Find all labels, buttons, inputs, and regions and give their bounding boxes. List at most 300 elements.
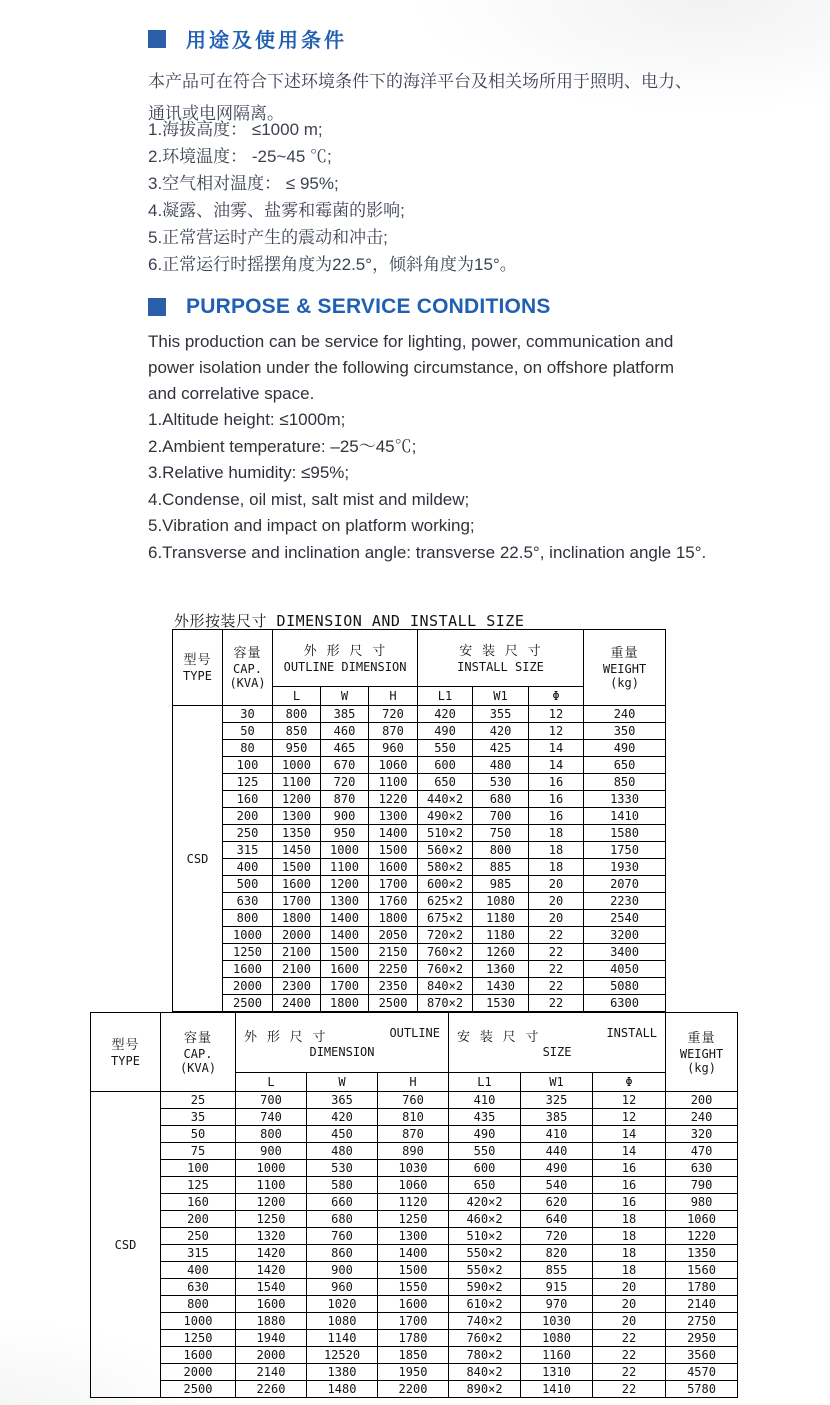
table-cell: 125 [223, 774, 273, 791]
table-cell: 1500 [369, 842, 418, 859]
table-cell: 950 [321, 825, 369, 842]
table-cell: 12520 [307, 1347, 378, 1364]
table-row [91, 1126, 738, 1143]
header-install-size: 安 装 尺 寸 INSTALL SIZE [449, 1013, 666, 1073]
table-cell: 490 [584, 740, 666, 757]
table-cell: 860 [307, 1245, 378, 1262]
table-row [173, 723, 666, 740]
list-item: 6.正常运行时摇摆角度为22.5°，倾斜角度为15°。 [148, 255, 517, 274]
table-cell: 670 [321, 757, 369, 774]
header-capacity: 容量 CAP. (KVA) [223, 630, 273, 706]
table-cell: 400 [223, 859, 273, 876]
table-cell: 1300 [369, 808, 418, 825]
table-cell: 915 [521, 1279, 593, 1296]
table-row [173, 961, 666, 978]
table-cell: 22 [593, 1381, 666, 1398]
table-cell: 1600 [223, 961, 273, 978]
paragraph-line: This production can be service for lighting, power, communication and [148, 332, 674, 351]
table-cell: 2350 [369, 978, 418, 995]
table-cell: 325 [521, 1092, 593, 1109]
table-cell: 2100 [273, 961, 321, 978]
table-cell: 22 [529, 961, 584, 978]
section-heading-en [148, 295, 551, 319]
table-cell: 2140 [666, 1296, 738, 1313]
table-row [173, 893, 666, 910]
table-cell: 2750 [666, 1313, 738, 1330]
table-cell: 750 [473, 825, 529, 842]
table-cell: 1780 [666, 1279, 738, 1296]
subheader-L: L [273, 687, 321, 706]
table-cell: 1100 [273, 774, 321, 791]
table-cell: 885 [473, 859, 529, 876]
table-cell: 630 [666, 1160, 738, 1177]
table-cell: 18 [593, 1245, 666, 1262]
table-cell: 1320 [236, 1228, 307, 1245]
subheader-W: W [321, 687, 369, 706]
table-row [91, 1296, 738, 1313]
table-row [91, 1160, 738, 1177]
list-item: 2.环境温度： -25~45 ℃; [148, 147, 332, 166]
table-cell: 720 [321, 774, 369, 791]
table-cell: 1360 [473, 961, 529, 978]
table-1-body [173, 706, 666, 1012]
table-row [91, 1279, 738, 1296]
table-cell: 16 [593, 1160, 666, 1177]
list-item: 5.正常营运时产生的震动和冲击; [148, 228, 388, 247]
table-cell: 1000 [236, 1160, 307, 1177]
subheader-H: H [369, 687, 418, 706]
table-cell: 16 [593, 1194, 666, 1211]
table-cell: 400 [161, 1262, 236, 1279]
table-cell: 1550 [378, 1279, 449, 1296]
table-cell: 14 [593, 1143, 666, 1160]
table-cell: 1080 [473, 893, 529, 910]
table-cell: 12 [529, 706, 584, 723]
table-cell: 790 [666, 1177, 738, 1194]
table-row [91, 1211, 738, 1228]
subheader-phi: Φ [593, 1073, 666, 1092]
table-cell: 365 [307, 1092, 378, 1109]
table-cell: 720 [369, 706, 418, 723]
table-cell: 18 [593, 1211, 666, 1228]
table-cell: 18 [593, 1228, 666, 1245]
table-cell: 2500 [223, 995, 273, 1012]
table-row [173, 995, 666, 1012]
table-cell: 200 [223, 808, 273, 825]
table-title [174, 614, 666, 628]
table-cell: 2400 [273, 995, 321, 1012]
table-cell: 1260 [473, 944, 529, 961]
table-cell: 890×2 [449, 1381, 521, 1398]
table-cell: 1380 [307, 1364, 378, 1381]
table-row [91, 1143, 738, 1160]
table-1 [172, 629, 666, 1012]
subheader-L1: L1 [449, 1073, 521, 1092]
table-cell: 600 [449, 1160, 521, 1177]
table-cell: 460×2 [449, 1211, 521, 1228]
table-cell: 500 [223, 876, 273, 893]
table-cell: 1600 [161, 1347, 236, 1364]
table-cell: 760 [307, 1228, 378, 1245]
table-cell: 820 [521, 1245, 593, 1262]
table-cell: 385 [521, 1109, 593, 1126]
table-cell: 20 [593, 1313, 666, 1330]
table-cell: 1850 [378, 1347, 449, 1364]
table-cell: 14 [593, 1126, 666, 1143]
table-cell: 50 [223, 723, 273, 740]
table-cell: 1200 [236, 1194, 307, 1211]
table-cell: 985 [473, 876, 529, 893]
table-cell: 350 [584, 723, 666, 740]
list-item: 5.Vibration and impact on platform working; [148, 516, 475, 535]
table-cell: 630 [161, 1279, 236, 1296]
table-cell: 420 [307, 1109, 378, 1126]
table-cell: 450 [307, 1126, 378, 1143]
table-cell: 18 [529, 825, 584, 842]
table-cell: 460 [321, 723, 369, 740]
table-cell: 510×2 [418, 825, 473, 842]
table-cell: 1940 [236, 1330, 307, 1347]
table-cell: 1410 [584, 808, 666, 825]
table-cell: 580 [307, 1177, 378, 1194]
table-cell: 850 [584, 774, 666, 791]
table-cell: 870 [378, 1126, 449, 1143]
paragraph-line: 通讯或电网隔离。 [148, 104, 284, 123]
table-cell: 600 [418, 757, 473, 774]
list-item: 3.空气相对温度： ≤ 95%; [148, 174, 339, 193]
table-cell: 160 [161, 1194, 236, 1211]
table-cell: 1950 [378, 1364, 449, 1381]
subheader-W: W [307, 1073, 378, 1092]
table-row [173, 859, 666, 876]
table-cell: 315 [161, 1245, 236, 1262]
table-cell: 1560 [666, 1262, 738, 1279]
table-cell: 1500 [378, 1262, 449, 1279]
table-cell: 1410 [521, 1381, 593, 1398]
table-cell: 80 [223, 740, 273, 757]
table-cell: 2300 [273, 978, 321, 995]
list-item: 4.凝露、油雾、盐雾和霉菌的影响; [148, 201, 405, 220]
table-cell: 550×2 [449, 1245, 521, 1262]
table-cell: 1400 [321, 910, 369, 927]
table-cell: 490 [449, 1126, 521, 1143]
table-cell: 1430 [473, 978, 529, 995]
table-cell: 900 [321, 808, 369, 825]
table-cell: 510×2 [449, 1228, 521, 1245]
table-cell: 630 [223, 893, 273, 910]
list-item: 1.海拔高度： ≤1000 m; [148, 120, 323, 139]
header-outline-dimension: 外 形 尺 寸 OUTLINE DIMENSION [273, 630, 418, 687]
table-cell: 50 [161, 1126, 236, 1143]
table-row [173, 757, 666, 774]
table-cell: 1480 [307, 1381, 378, 1398]
table-row [91, 1347, 738, 1364]
table-cell: 1060 [666, 1211, 738, 1228]
table-cell: 200 [161, 1211, 236, 1228]
table-cell: 610×2 [449, 1296, 521, 1313]
table-cell: 1000 [273, 757, 321, 774]
table-cell: 16 [593, 1177, 666, 1194]
table-cell: 410 [521, 1126, 593, 1143]
table-row [173, 944, 666, 961]
paragraph-line: and correlative space. [148, 384, 315, 403]
table-cell: 1080 [307, 1313, 378, 1330]
table-cell: 1450 [273, 842, 321, 859]
table-cell: 680 [473, 791, 529, 808]
table-cell: 100 [161, 1160, 236, 1177]
table-cell: 14 [529, 757, 584, 774]
table-cell: 1540 [236, 1279, 307, 1296]
conditions-list-cn [148, 116, 768, 278]
table-cell: 800 [273, 706, 321, 723]
table-cell: 550 [418, 740, 473, 757]
header-weight: 重量 WEIGHT (kg) [584, 630, 666, 706]
table-cell: 250 [161, 1228, 236, 1245]
table-cell: 435 [449, 1109, 521, 1126]
table-cell: 470 [666, 1143, 738, 1160]
table-cell: 890 [378, 1143, 449, 1160]
table-cell: 1180 [473, 910, 529, 927]
table-cell: 16 [529, 808, 584, 825]
table-cell: 1700 [378, 1313, 449, 1330]
table-cell: 675×2 [418, 910, 473, 927]
table-cell: 960 [307, 1279, 378, 1296]
table-cell: 2000 [223, 978, 273, 995]
table-title-en: DIMENSION AND INSTALL SIZE [276, 612, 525, 630]
table-cell: 550 [449, 1143, 521, 1160]
table-cell: 625×2 [418, 893, 473, 910]
table-row [91, 1381, 738, 1398]
table-cell: 800 [236, 1126, 307, 1143]
table-cell: 970 [521, 1296, 593, 1313]
table-cell: 580×2 [418, 859, 473, 876]
table-cell: 1600 [369, 859, 418, 876]
table-cell: 870×2 [418, 995, 473, 1012]
table-cell: 2000 [273, 927, 321, 944]
table-cell: 1330 [584, 791, 666, 808]
table-cell: 125 [161, 1177, 236, 1194]
table-cell: 855 [521, 1262, 593, 1279]
table-cell: 800 [161, 1296, 236, 1313]
table-cell: 18 [593, 1262, 666, 1279]
table-row [91, 1330, 738, 1347]
table-cell: 355 [473, 706, 529, 723]
table-cell: 1530 [473, 995, 529, 1012]
table-cell: 2200 [378, 1381, 449, 1398]
section-bullet-icon [148, 298, 166, 316]
table-cell: 650 [449, 1177, 521, 1194]
table-cell: 1300 [273, 808, 321, 825]
table-row [91, 1194, 738, 1211]
table-cell: 5780 [666, 1381, 738, 1398]
table-row [91, 1364, 738, 1381]
table-cell: 1800 [321, 995, 369, 1012]
table-cell: 16 [529, 774, 584, 791]
table-cell: 1350 [666, 1245, 738, 1262]
table-cell: 160 [223, 791, 273, 808]
table-cell: 100 [223, 757, 273, 774]
table-cell: 1120 [378, 1194, 449, 1211]
table-cell: 1600 [236, 1296, 307, 1313]
table-cell: 425 [473, 740, 529, 757]
table-cell: 560×2 [418, 842, 473, 859]
table-cell: 12 [529, 723, 584, 740]
table-cell: 900 [307, 1262, 378, 1279]
table-cell: 1420 [236, 1245, 307, 1262]
table-cell: 20 [593, 1279, 666, 1296]
table-cell: 1760 [369, 893, 418, 910]
table-cell: 200 [666, 1092, 738, 1109]
table-cell: 465 [321, 740, 369, 757]
table-cell: 25 [161, 1092, 236, 1109]
table-cell: 960 [369, 740, 418, 757]
table-cell: 550×2 [449, 1262, 521, 1279]
table-cell: 1600 [378, 1296, 449, 1313]
table-cell: 315 [223, 842, 273, 859]
table-cell: 1000 [321, 842, 369, 859]
table-cell: 1600 [321, 961, 369, 978]
table-cell: 780×2 [449, 1347, 521, 1364]
table-cell: 900 [236, 1143, 307, 1160]
table-cell: 1600 [273, 876, 321, 893]
table-cell: 18 [529, 859, 584, 876]
table-cell: 2150 [369, 944, 418, 961]
table-cell: 22 [529, 995, 584, 1012]
list-item: 6.Transverse and inclination angle: transverse 22.5°, inclination angle 15°. [148, 542, 707, 562]
table-row [173, 910, 666, 927]
table-cell: 800 [473, 842, 529, 859]
table-cell: 4570 [666, 1364, 738, 1381]
table-cell: 1100 [236, 1177, 307, 1194]
table-cell: 490×2 [418, 808, 473, 825]
table-cell: 490 [521, 1160, 593, 1177]
table-cell: 30 [223, 706, 273, 723]
table-row [91, 1092, 738, 1109]
table-cell: 1780 [378, 1330, 449, 1347]
table-2-body [91, 1092, 738, 1398]
table-cell: 480 [307, 1143, 378, 1160]
table-cell: 840×2 [449, 1364, 521, 1381]
table-cell: 1400 [378, 1245, 449, 1262]
table-row [91, 1177, 738, 1194]
table-cell: 1000 [161, 1313, 236, 1330]
table-cell: 2260 [236, 1381, 307, 1398]
table-cell: 22 [593, 1347, 666, 1364]
table-cell: 14 [529, 740, 584, 757]
intro-paragraph-en [148, 329, 708, 407]
table-cell: 850 [273, 723, 321, 740]
table-row [91, 1313, 738, 1330]
table-cell: 420×2 [449, 1194, 521, 1211]
table-cell: 1000 [223, 927, 273, 944]
table-row [173, 842, 666, 859]
table-cell: 760×2 [418, 961, 473, 978]
subheader-W1: W1 [473, 687, 529, 706]
list-item: 1.Altitude height: ≤1000m; [148, 410, 346, 429]
table-cell: 620 [521, 1194, 593, 1211]
table-row [173, 791, 666, 808]
header-type: 型号 TYPE [91, 1013, 161, 1092]
table-cell: 20 [529, 910, 584, 927]
table-cell: 1250 [223, 944, 273, 961]
table-cell: 600×2 [418, 876, 473, 893]
header-install-size: 安 装 尺 寸 INSTALL SIZE [418, 630, 584, 687]
table-cell: 1060 [369, 757, 418, 774]
table-row [91, 1245, 738, 1262]
table-cell: 1800 [369, 910, 418, 927]
table-cell: 20 [529, 876, 584, 893]
table-cell: 420 [473, 723, 529, 740]
list-item: 2.Ambient temperature: –25～45℃; [148, 436, 417, 456]
table-cell: 2230 [584, 893, 666, 910]
table-cell: 2500 [369, 995, 418, 1012]
list-item: 4.Condense, oil mist, salt mist and mildew; [148, 489, 470, 509]
table-cell: 700 [236, 1092, 307, 1109]
table-cell: 420 [418, 706, 473, 723]
table-cell: 2950 [666, 1330, 738, 1347]
table-cell: 2050 [369, 927, 418, 944]
table-cell: 1700 [273, 893, 321, 910]
table-cell: 1080 [521, 1330, 593, 1347]
section-bullet-icon [148, 30, 166, 48]
table-cell: 2070 [584, 876, 666, 893]
table-cell: 1200 [321, 876, 369, 893]
table-cell: 240 [666, 1109, 738, 1126]
table-cell: 12 [593, 1092, 666, 1109]
subheader-phi: Φ [529, 687, 584, 706]
table-cell: 800 [223, 910, 273, 927]
table-cell: 870 [369, 723, 418, 740]
dimension-table-1 [172, 614, 666, 1012]
table-cell: 6300 [584, 995, 666, 1012]
table-cell: 1880 [236, 1313, 307, 1330]
table-cell: 410 [449, 1092, 521, 1109]
table-cell: 2100 [273, 944, 321, 961]
table-cell: 22 [529, 944, 584, 961]
table-cell: 680 [307, 1211, 378, 1228]
table-cell: 1310 [521, 1364, 593, 1381]
table-cell: 385 [321, 706, 369, 723]
table-cell: 5080 [584, 978, 666, 995]
table-cell: 3560 [666, 1347, 738, 1364]
section-title-en: PURPOSE & SERVICE CONDITIONS [186, 295, 551, 318]
table-cell: 1100 [369, 774, 418, 791]
table-row [173, 740, 666, 757]
table-cell: 3200 [584, 927, 666, 944]
table-cell: 1400 [369, 825, 418, 842]
table-cell: 1500 [273, 859, 321, 876]
table-cell: 590×2 [449, 1279, 521, 1296]
table-cell: 1030 [521, 1313, 593, 1330]
section-title-cn: 用途及使用条件 [186, 30, 347, 52]
table-cell: 1100 [321, 859, 369, 876]
table-cell: 3400 [584, 944, 666, 961]
table-cell: 740 [236, 1109, 307, 1126]
table-cell: 2500 [161, 1381, 236, 1398]
table-cell: 2140 [236, 1364, 307, 1381]
table-cell: 440×2 [418, 791, 473, 808]
table-cell: 1300 [378, 1228, 449, 1245]
table-cell: 540 [521, 1177, 593, 1194]
table-cell: 440 [521, 1143, 593, 1160]
table-cell: 4050 [584, 961, 666, 978]
table-cell: 22 [529, 978, 584, 995]
table-cell: 1220 [666, 1228, 738, 1245]
table-row [91, 1228, 738, 1245]
table-cell: 22 [593, 1364, 666, 1381]
table-cell: 240 [584, 706, 666, 723]
table-cell: 740×2 [449, 1313, 521, 1330]
